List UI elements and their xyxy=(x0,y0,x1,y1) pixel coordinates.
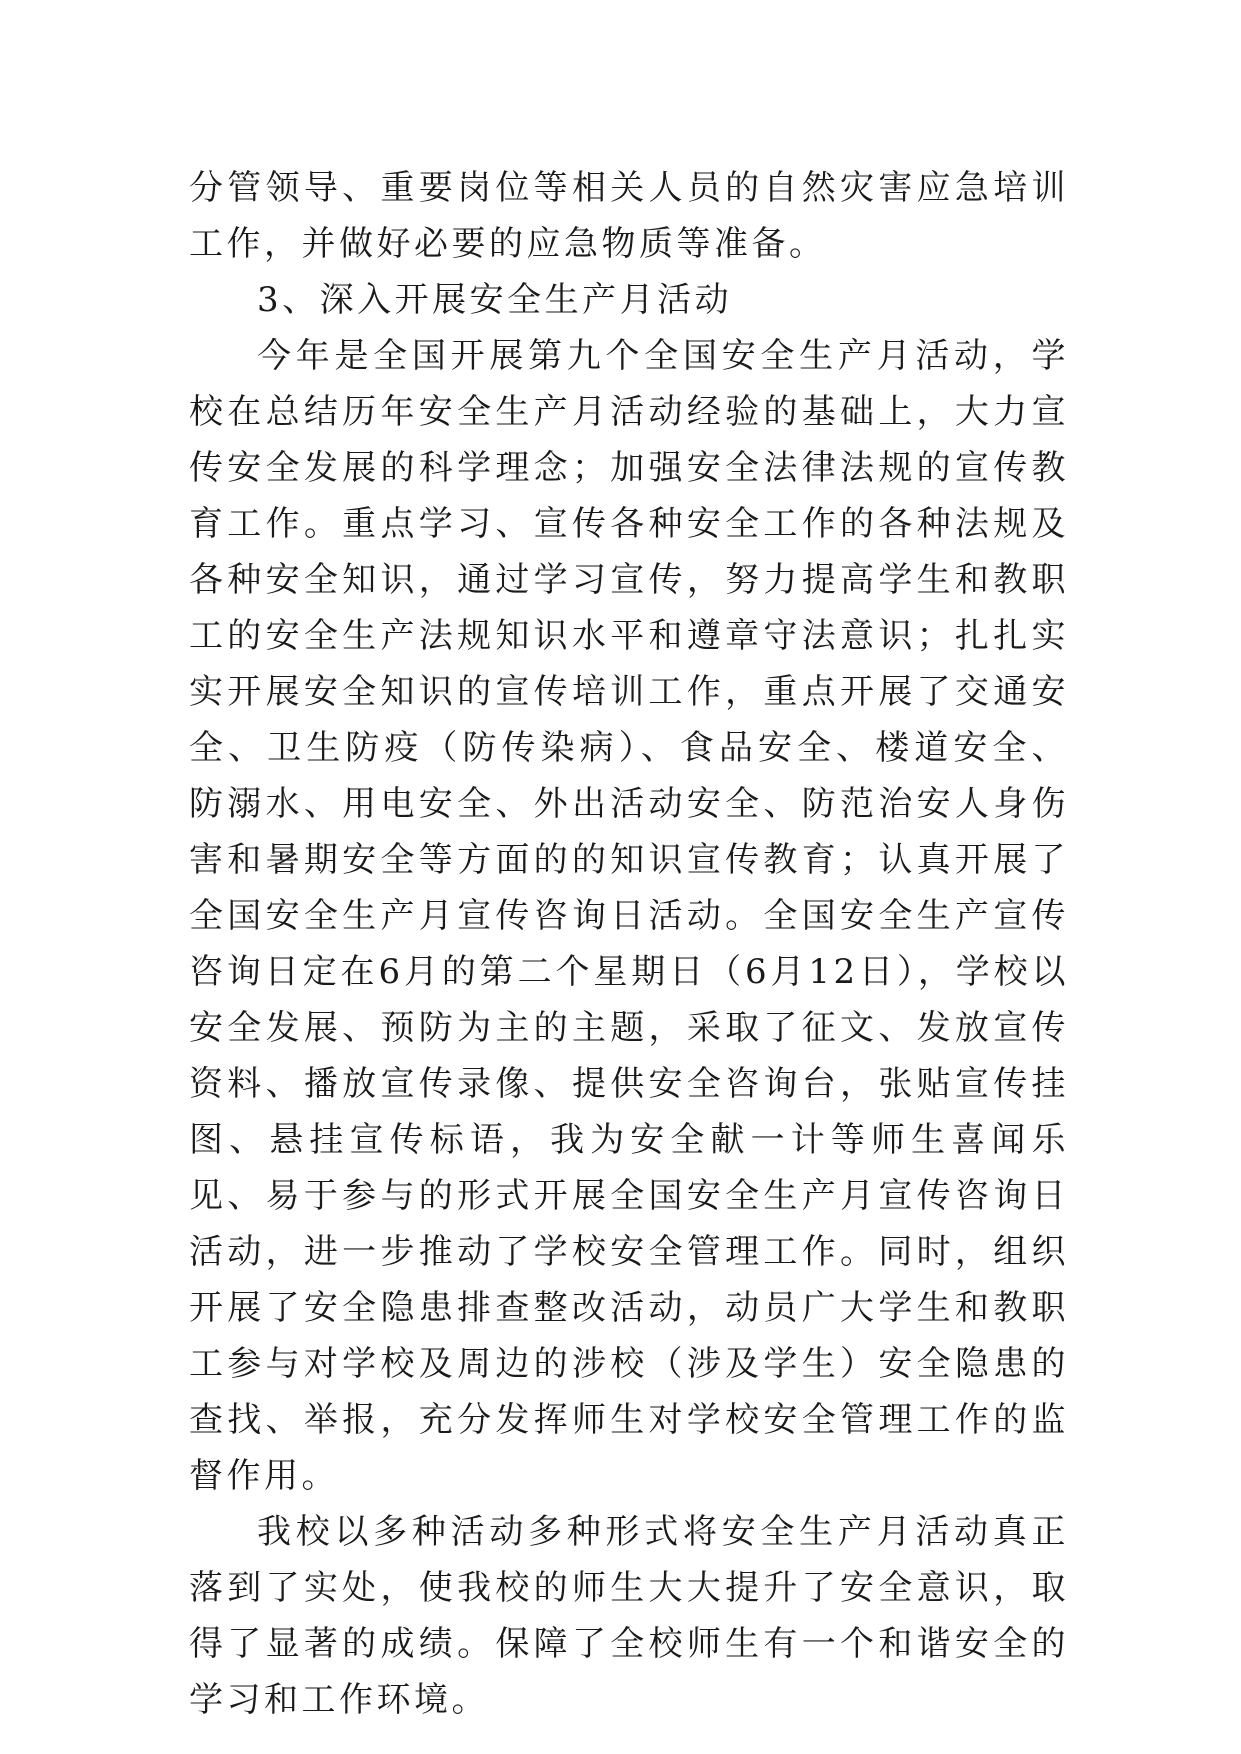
document-body xyxy=(189,160,1069,1728)
section-heading: 3、深入开展安全生产月活动 xyxy=(257,280,733,320)
paragraph-continuation: 分管领导、重要岗位等相关人员的自然灾害应急培训工作，并做好必要的应急物质等准备。 xyxy=(189,168,1069,264)
paragraph-safety-month: 今年是全国开展第九个全国安全生产月活动，学校在总结历年安全生产月活动经验的基础上，大力宣传安全发展的科学理念；加强安全法律法规的宣传教育工作。重点学习、宣传各种安全工作的各种法规及各种安全知识，通过学习宣传，努力提高学生和教职工的安全生产法规知识水平和遵章守法意识；扎扎实实开展安全知识的宣传培训工作，重点开展了交通安全、卫生防疫（防传染病）、食品安全、楼道安全、防溺水、用电安全、外出活动安全、防范治安人身伤害和暑期安全等方面的的知识宣传教育；认真开展了全国安全生产月宣传咨询日活动。全国安全生产宣传咨询日定在6月的第二个星期日（6月12日），学校以安全发展、预防为主的主题，采取了征文、发放宣传资料、播放宣传录像、提供安全咨询台，张贴宣传挂图、悬挂宣传标语，我为安全献一计等师生喜闻乐见、易于参与的形式开展全国安全生产月宣传咨询日活动，进一步推动了学校安全管理工作。同时，组织开展了安全隐患排查整改活动，动员广大学生和教职工参与对学校及周边的涉校（涉及学生）安全隐患的查找、举报，充分发挥师生对学校安全管理工作的监督作用。 xyxy=(189,336,1069,1496)
paragraph-conclusion: 我校以多种活动多种形式将安全生产月活动真正落到了实处，使我校的师生大大提升了安全意识，取得了显著的成绩。保障了全校师生有一个和谐安全的学习和工作环境。 xyxy=(189,1512,1069,1720)
